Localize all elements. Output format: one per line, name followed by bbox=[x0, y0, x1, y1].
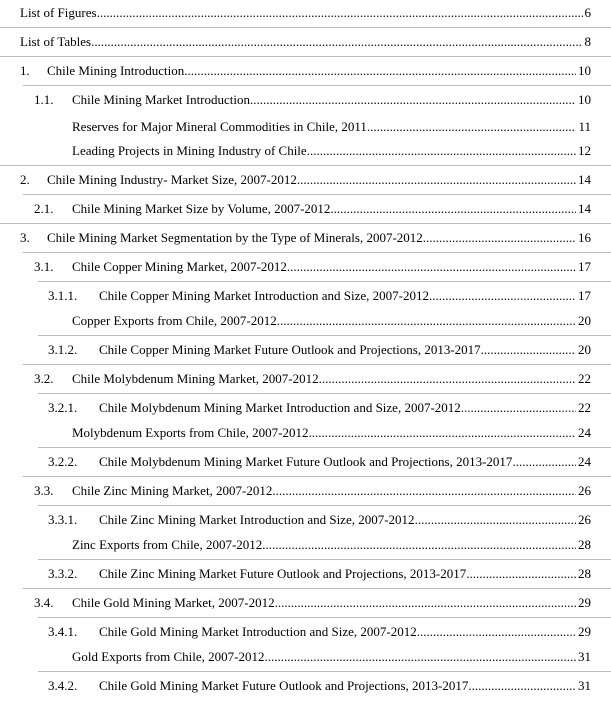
toc-entry-page-number[interactable]: 14 bbox=[578, 201, 591, 216]
toc-entry-number: 3.1.2. bbox=[48, 342, 78, 357]
dot-leader bbox=[429, 287, 576, 305]
dot-leader bbox=[250, 91, 576, 109]
toc-entry-title[interactable]: Chile Mining Market Segmentation by the Type of Minerals, 2007-2012 bbox=[47, 230, 423, 245]
toc-entry-title[interactable]: Chile Molybdenum Mining Market Future Outlook and Projections, 2013-2017 bbox=[99, 454, 513, 469]
toc-divider bbox=[0, 223, 611, 224]
toc-entry-page-number[interactable]: 22 bbox=[578, 400, 591, 415]
toc-entry[interactable] bbox=[0, 258, 611, 276]
dot-leader bbox=[417, 623, 576, 641]
toc-entry[interactable] bbox=[0, 142, 611, 160]
dot-leader bbox=[297, 171, 576, 189]
toc-entry-page-number[interactable]: 8 bbox=[584, 34, 591, 49]
toc-entry-title[interactable]: Chile Mining Market Size by Volume, 2007-2012 bbox=[72, 201, 331, 216]
toc-entry-page-number[interactable]: 24 bbox=[578, 425, 591, 440]
toc-divider bbox=[23, 85, 611, 86]
toc-divider bbox=[0, 165, 611, 166]
toc-entry-number: 2. bbox=[20, 172, 30, 187]
toc-entry-page-number[interactable]: 14 bbox=[578, 172, 591, 187]
toc-entry[interactable] bbox=[0, 370, 611, 388]
toc-entry[interactable] bbox=[0, 594, 611, 612]
toc-entry-page-number[interactable]: 31 bbox=[578, 649, 591, 664]
toc-entry[interactable] bbox=[0, 91, 611, 109]
toc-entry[interactable] bbox=[0, 482, 611, 500]
toc-divider bbox=[38, 393, 611, 394]
toc-entry-title[interactable]: Chile Molybdenum Mining Market, 2007-2012 bbox=[72, 371, 319, 386]
toc-entry-number: 3.4.2. bbox=[48, 678, 78, 693]
dot-leader bbox=[512, 453, 576, 471]
dot-leader bbox=[330, 200, 576, 218]
dot-leader bbox=[184, 62, 576, 80]
toc-entry-page-number[interactable]: 12 bbox=[578, 143, 591, 158]
toc-entry-title[interactable]: Chile Zinc Mining Market Introduction and Size, 2007-2012 bbox=[99, 512, 415, 527]
dot-leader bbox=[264, 648, 576, 666]
dot-leader bbox=[468, 677, 576, 695]
toc-entry-page-number[interactable]: 22 bbox=[578, 371, 591, 386]
toc-entry-title[interactable]: Chile Copper Mining Market Future Outlook and Projections, 2013-2017 bbox=[99, 342, 481, 357]
toc-divider bbox=[23, 364, 611, 365]
toc-entry-number: 3.2.1. bbox=[48, 400, 78, 415]
toc-entry-title[interactable]: Chile Mining Market Introduction bbox=[72, 92, 251, 107]
toc-divider bbox=[23, 476, 611, 477]
toc-entry-title[interactable]: Reserves for Major Mineral Commodities in Chile, 2011 bbox=[72, 119, 367, 134]
toc-entry-page-number[interactable]: 16 bbox=[578, 230, 591, 245]
toc-entry-title[interactable]: Chile Mining Industry- Market Size, 2007-2012 bbox=[47, 172, 297, 187]
dot-leader bbox=[466, 565, 576, 583]
dot-leader bbox=[262, 536, 576, 554]
dot-leader bbox=[415, 511, 576, 529]
toc-entry-title[interactable]: Chile Mining Introduction bbox=[47, 63, 185, 78]
toc-entry-page-number[interactable]: 28 bbox=[578, 537, 591, 552]
toc-entry-title[interactable]: List of Tables bbox=[20, 34, 92, 49]
toc-divider bbox=[38, 617, 611, 618]
toc-entry[interactable] bbox=[0, 424, 611, 442]
dot-leader bbox=[275, 594, 576, 612]
toc-entry-page-number[interactable]: 10 bbox=[578, 92, 591, 107]
toc-divider bbox=[38, 505, 611, 506]
toc-entry-number: 3.3.1. bbox=[48, 512, 78, 527]
toc-divider bbox=[23, 252, 611, 253]
toc-entry[interactable] bbox=[0, 200, 611, 218]
dot-leader bbox=[309, 424, 576, 442]
toc-entry-page-number[interactable]: 29 bbox=[578, 624, 591, 639]
toc-entry-title[interactable]: Gold Exports from Chile, 2007-2012 bbox=[72, 649, 265, 664]
toc-divider bbox=[0, 56, 611, 57]
toc-entry-number: 2.1. bbox=[34, 201, 54, 216]
toc-entry-number: 1. bbox=[20, 63, 30, 78]
toc-entry-number: 3.2. bbox=[34, 371, 54, 386]
toc-entry[interactable] bbox=[0, 648, 611, 666]
toc-entry[interactable] bbox=[0, 623, 611, 641]
toc-entry-number: 3.3.2. bbox=[48, 566, 78, 581]
toc-entry-number: 3.4.1. bbox=[48, 624, 78, 639]
toc-entry[interactable] bbox=[0, 118, 611, 136]
toc-entry-title[interactable]: Zinc Exports from Chile, 2007-2012 bbox=[72, 537, 263, 552]
dot-leader bbox=[461, 399, 576, 417]
toc-entry-title[interactable]: Chile Zinc Mining Market Future Outlook and Projections, 2013-2017 bbox=[99, 566, 467, 581]
toc-divider bbox=[38, 671, 611, 672]
toc-entry-page-number[interactable]: 10 bbox=[578, 63, 591, 78]
dot-leader bbox=[367, 118, 577, 136]
toc-entry[interactable] bbox=[0, 4, 611, 22]
toc-entry-page-number[interactable]: 11 bbox=[578, 119, 591, 134]
dot-leader bbox=[272, 482, 576, 500]
toc-entry[interactable] bbox=[0, 171, 611, 189]
toc-entry[interactable] bbox=[0, 511, 611, 529]
toc-entry-number: 3.3. bbox=[34, 483, 54, 498]
toc-entry[interactable] bbox=[0, 229, 611, 247]
toc-entry-title[interactable]: List of Figures bbox=[20, 5, 97, 20]
toc-entry-title[interactable]: Chile Zinc Mining Market, 2007-2012 bbox=[72, 483, 273, 498]
dot-leader bbox=[97, 4, 583, 22]
toc-entry-page-number[interactable]: 29 bbox=[578, 595, 591, 610]
toc-entry-page-number[interactable]: 28 bbox=[578, 566, 591, 581]
toc-entry-number: 3.1.1. bbox=[48, 288, 78, 303]
toc-entry-page-number[interactable]: 24 bbox=[578, 454, 591, 469]
dot-leader bbox=[423, 229, 576, 247]
toc-entry-number: 3.4. bbox=[34, 595, 54, 610]
toc-entry[interactable] bbox=[0, 33, 611, 51]
toc-entry[interactable] bbox=[0, 341, 611, 359]
toc-entry-page-number[interactable]: 31 bbox=[578, 678, 591, 693]
toc-divider bbox=[23, 588, 611, 589]
dot-leader bbox=[277, 312, 576, 330]
toc-divider bbox=[0, 27, 611, 28]
toc-entry-page-number[interactable]: 20 bbox=[578, 342, 591, 357]
toc-entry-title[interactable]: Molybdenum Exports from Chile, 2007-2012 bbox=[72, 425, 309, 440]
toc-entry-number: 3.1. bbox=[34, 259, 54, 274]
toc-entry-number: 1.1. bbox=[34, 92, 54, 107]
toc-entry-number: 3. bbox=[20, 230, 30, 245]
dot-leader bbox=[307, 142, 576, 160]
toc-entry[interactable] bbox=[0, 565, 611, 583]
dot-leader bbox=[91, 33, 582, 51]
toc-entry-page-number[interactable]: 20 bbox=[578, 313, 591, 328]
toc-entry-title[interactable]: Chile Copper Mining Market Introduction and Size, 2007-2012 bbox=[99, 288, 430, 303]
toc-entry[interactable] bbox=[0, 677, 611, 695]
dot-leader bbox=[481, 341, 576, 359]
toc-entry-title[interactable]: Chile Gold Mining Market, 2007-2012 bbox=[72, 595, 275, 610]
toc-entry-title[interactable]: Chile Molybdenum Mining Market Introduction and Size, 2007-2012 bbox=[99, 400, 461, 415]
dot-leader bbox=[319, 370, 576, 388]
toc-entry-title[interactable]: Chile Copper Mining Market, 2007-2012 bbox=[72, 259, 287, 274]
toc-entry-page-number[interactable]: 17 bbox=[578, 288, 591, 303]
toc-entry[interactable] bbox=[0, 453, 611, 471]
toc-entry[interactable] bbox=[0, 312, 611, 330]
toc-entry[interactable] bbox=[0, 536, 611, 554]
toc-entry[interactable] bbox=[0, 399, 611, 417]
toc-entry-page-number[interactable]: 6 bbox=[584, 5, 591, 20]
toc-entry-page-number[interactable]: 26 bbox=[578, 512, 591, 527]
toc-divider bbox=[38, 447, 611, 448]
toc-entry-title[interactable]: Chile Gold Mining Market Future Outlook and Projections, 2013-2017 bbox=[99, 678, 469, 693]
toc-entry-page-number[interactable]: 17 bbox=[578, 259, 591, 274]
toc-entry-title[interactable]: Chile Gold Mining Market Introduction and Size, 2007-2012 bbox=[99, 624, 417, 639]
toc-divider bbox=[23, 194, 611, 195]
toc-entry-title[interactable]: Leading Projects in Mining Industry of Chile bbox=[72, 143, 307, 158]
dot-leader bbox=[287, 258, 576, 276]
toc-divider bbox=[38, 281, 611, 282]
toc-divider bbox=[38, 335, 611, 336]
toc-entry-number: 3.2.2. bbox=[48, 454, 78, 469]
toc-entry[interactable] bbox=[0, 287, 611, 305]
toc-entry-title[interactable]: Copper Exports from Chile, 2007-2012 bbox=[72, 313, 277, 328]
toc-entry-page-number[interactable]: 26 bbox=[578, 483, 591, 498]
toc-entry[interactable] bbox=[0, 62, 611, 80]
toc-divider bbox=[38, 559, 611, 560]
